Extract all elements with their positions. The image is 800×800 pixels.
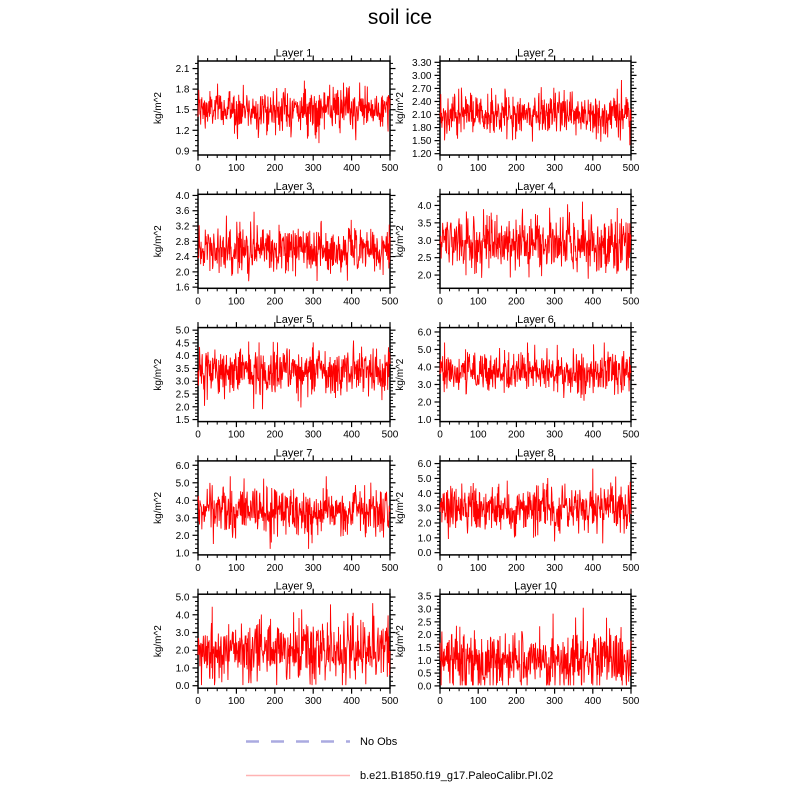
x-tick-label: 400 bbox=[343, 429, 360, 441]
y-tick-label: 1.6 bbox=[175, 282, 190, 294]
y-tick-label: 3.0 bbox=[417, 604, 432, 616]
x-tick-label: 500 bbox=[381, 163, 399, 174]
x-tick-label: 300 bbox=[304, 696, 322, 708]
y-tick-label: 4.0 bbox=[175, 190, 190, 202]
panel-title: Layer 8 bbox=[517, 447, 554, 460]
y-tick-label: 3.6 bbox=[175, 206, 190, 218]
y-tick-label: 2.10 bbox=[412, 110, 432, 122]
chart-panel-layer-4 bbox=[395, 181, 640, 307]
y-axis-label: kg/m^2 bbox=[153, 92, 164, 124]
x-tick-label: 0 bbox=[437, 429, 443, 441]
y-tick-label: 1.8 bbox=[175, 84, 190, 96]
y-tick-label: 3.0 bbox=[175, 376, 190, 388]
data-series-line bbox=[198, 341, 390, 410]
y-axis-label: kg/m^2 bbox=[395, 625, 406, 658]
x-tick-label: 100 bbox=[228, 296, 245, 308]
chart-panel-layer-8 bbox=[395, 447, 640, 574]
x-tick-label: 100 bbox=[469, 163, 487, 174]
y-tick-label: 2.70 bbox=[412, 83, 432, 95]
data-series-line bbox=[198, 212, 390, 281]
x-tick-label: 300 bbox=[546, 696, 563, 708]
x-tick-label: 400 bbox=[584, 296, 602, 308]
y-tick-label: 0.0 bbox=[175, 681, 190, 693]
chart-panel-layer-2 bbox=[395, 48, 640, 175]
x-tick-label: 100 bbox=[469, 562, 487, 574]
y-tick-label: 0.0 bbox=[417, 548, 432, 560]
y-tick-label: 4.0 bbox=[417, 200, 432, 212]
x-tick-label: 400 bbox=[343, 696, 360, 708]
data-series-line bbox=[198, 81, 390, 144]
panel-title: Layer 7 bbox=[275, 447, 313, 460]
x-tick-label: 200 bbox=[266, 163, 284, 174]
y-tick-label: 3.0 bbox=[175, 513, 190, 525]
x-tick-label: 300 bbox=[304, 296, 322, 308]
no-obs-dashed-line-icon bbox=[245, 735, 351, 748]
y-tick-label: 6.0 bbox=[417, 459, 432, 471]
chart-panel-layer-3 bbox=[153, 181, 399, 307]
y-tick-label: 5.0 bbox=[417, 344, 432, 356]
y-tick-label: 2.5 bbox=[175, 389, 190, 401]
y-tick-label: 2.5 bbox=[417, 617, 432, 629]
x-tick-label: 100 bbox=[228, 163, 245, 174]
legend-label-model-run: b.e21.B1850.f19_g17.PaleoCalibr.PI.02 bbox=[360, 769, 554, 782]
panel-title: Layer 1 bbox=[275, 47, 313, 60]
x-tick-label: 100 bbox=[469, 696, 487, 708]
y-tick-label: 3.5 bbox=[175, 363, 190, 375]
y-tick-label: 1.80 bbox=[412, 123, 432, 135]
y-tick-label: 5.0 bbox=[175, 592, 190, 604]
x-tick-label: 400 bbox=[584, 429, 602, 441]
x-tick-label: 0 bbox=[195, 562, 201, 574]
y-axis-label: kg/m^2 bbox=[153, 625, 164, 658]
y-axis-label: kg/m^2 bbox=[395, 92, 406, 124]
y-tick-label: 2.0 bbox=[175, 402, 190, 414]
panel-title: Layer 5 bbox=[275, 314, 313, 327]
y-tick-label: 2.0 bbox=[175, 530, 190, 542]
x-tick-label: 100 bbox=[228, 562, 245, 574]
x-tick-label: 100 bbox=[228, 429, 245, 441]
chart-panel-layer-6 bbox=[395, 314, 640, 441]
chart-panel-layer-9 bbox=[153, 581, 399, 708]
y-tick-label: 3.2 bbox=[175, 221, 190, 233]
x-tick-label: 300 bbox=[304, 163, 322, 174]
y-tick-label: 1.0 bbox=[175, 663, 190, 675]
model-run-solid-line-icon bbox=[245, 769, 351, 782]
data-series-line bbox=[440, 342, 631, 400]
y-tick-label: 1.5 bbox=[175, 105, 190, 117]
y-tick-label: 5.0 bbox=[417, 473, 432, 485]
x-tick-label: 300 bbox=[546, 296, 563, 308]
y-tick-label: 0.9 bbox=[175, 146, 190, 158]
x-tick-label: 0 bbox=[437, 562, 443, 574]
panel-title: Layer 9 bbox=[275, 580, 313, 593]
y-tick-label: 1.0 bbox=[417, 414, 432, 426]
data-series-line bbox=[440, 608, 631, 686]
y-tick-label: 5.0 bbox=[175, 478, 190, 490]
y-axis-label: kg/m^2 bbox=[395, 225, 406, 258]
x-tick-label: 0 bbox=[195, 296, 201, 308]
x-tick-label: 200 bbox=[508, 163, 525, 174]
y-tick-label: 6.0 bbox=[175, 460, 190, 472]
x-tick-label: 500 bbox=[381, 296, 399, 308]
y-axis-label: kg/m^2 bbox=[395, 491, 406, 524]
data-series-line bbox=[440, 202, 631, 279]
panel-title: Layer 2 bbox=[517, 47, 554, 60]
x-tick-label: 0 bbox=[437, 296, 443, 308]
legend-item-model-run bbox=[245, 769, 553, 782]
x-tick-label: 200 bbox=[508, 562, 525, 574]
y-tick-label: 0.0 bbox=[417, 681, 432, 693]
x-tick-label: 300 bbox=[304, 429, 322, 441]
x-tick-label: 500 bbox=[622, 296, 640, 308]
x-tick-label: 300 bbox=[546, 562, 563, 574]
panel-title: Layer 6 bbox=[517, 314, 554, 327]
x-tick-label: 200 bbox=[266, 562, 284, 574]
x-tick-label: 0 bbox=[195, 429, 201, 441]
x-tick-label: 400 bbox=[584, 696, 602, 708]
y-tick-label: 5.0 bbox=[175, 325, 190, 337]
y-axis-label: kg/m^2 bbox=[395, 358, 406, 391]
x-tick-label: 500 bbox=[622, 163, 640, 174]
y-tick-label: 4.0 bbox=[417, 362, 432, 374]
y-tick-label: 2.0 bbox=[417, 397, 432, 409]
chart-panel-layer-10 bbox=[395, 581, 640, 708]
x-tick-label: 300 bbox=[546, 429, 563, 441]
y-tick-label: 1.20 bbox=[412, 149, 432, 161]
x-tick-label: 100 bbox=[469, 429, 487, 441]
y-tick-label: 2.0 bbox=[417, 270, 432, 282]
x-tick-label: 200 bbox=[266, 429, 284, 441]
panel-title: Layer 3 bbox=[275, 180, 313, 193]
y-tick-label: 0.5 bbox=[417, 668, 432, 680]
figure-title: soil ice bbox=[367, 6, 433, 29]
y-tick-label: 1.0 bbox=[417, 533, 432, 545]
x-tick-label: 400 bbox=[343, 562, 360, 574]
y-tick-label: 1.5 bbox=[417, 642, 432, 654]
panel-title: Layer 4 bbox=[517, 180, 554, 193]
x-tick-label: 500 bbox=[622, 429, 640, 441]
y-axis-label: kg/m^2 bbox=[153, 358, 164, 391]
x-tick-label: 300 bbox=[304, 562, 322, 574]
x-tick-label: 0 bbox=[437, 696, 443, 708]
y-tick-label: 3.0 bbox=[417, 503, 432, 515]
y-tick-label: 4.0 bbox=[175, 351, 190, 363]
y-tick-label: 2.1 bbox=[175, 64, 190, 76]
x-tick-label: 200 bbox=[266, 696, 284, 708]
chart-panel-layer-7 bbox=[153, 447, 399, 574]
y-tick-label: 2.0 bbox=[417, 630, 432, 642]
x-tick-label: 500 bbox=[381, 429, 399, 441]
chart-panel-layer-5 bbox=[153, 314, 399, 441]
plot-frame bbox=[440, 328, 631, 422]
x-tick-label: 200 bbox=[266, 296, 284, 308]
y-tick-label: 2.0 bbox=[175, 267, 190, 279]
x-tick-label: 400 bbox=[343, 163, 360, 174]
data-series-line bbox=[440, 80, 631, 145]
data-series-line bbox=[198, 603, 390, 685]
y-tick-label: 1.0 bbox=[417, 655, 432, 667]
y-tick-label: 4.5 bbox=[175, 338, 190, 350]
y-tick-label: 3.00 bbox=[412, 70, 432, 82]
y-tick-label: 1.5 bbox=[175, 415, 190, 427]
x-tick-label: 500 bbox=[381, 696, 399, 708]
x-tick-label: 400 bbox=[584, 163, 602, 174]
y-tick-label: 6.0 bbox=[417, 327, 432, 339]
y-tick-label: 2.0 bbox=[175, 645, 190, 657]
y-tick-label: 2.40 bbox=[412, 96, 432, 108]
legend-item-no-obs bbox=[245, 735, 397, 748]
x-tick-label: 0 bbox=[195, 163, 201, 174]
y-tick-label: 3.0 bbox=[417, 379, 432, 391]
data-series-line bbox=[440, 469, 631, 544]
y-tick-label: 2.0 bbox=[417, 518, 432, 530]
y-tick-label: 4.0 bbox=[417, 488, 432, 500]
y-tick-label: 2.4 bbox=[175, 252, 190, 264]
x-tick-label: 100 bbox=[228, 696, 245, 708]
x-tick-label: 200 bbox=[508, 696, 525, 708]
y-tick-label: 1.50 bbox=[412, 136, 432, 148]
y-tick-label: 1.2 bbox=[175, 125, 190, 137]
data-series-line bbox=[198, 476, 390, 549]
y-axis-label: kg/m^2 bbox=[153, 225, 164, 258]
y-tick-label: 1.0 bbox=[175, 548, 190, 560]
legend-label-no-obs: No Obs bbox=[360, 735, 398, 748]
y-axis-label: kg/m^2 bbox=[153, 491, 164, 524]
x-tick-label: 400 bbox=[343, 296, 360, 308]
y-tick-label: 3.0 bbox=[417, 235, 432, 247]
x-tick-label: 500 bbox=[622, 696, 640, 708]
y-tick-label: 3.5 bbox=[417, 591, 432, 603]
panel-title: Layer 10 bbox=[514, 580, 557, 593]
x-tick-label: 0 bbox=[195, 696, 201, 708]
x-tick-label: 0 bbox=[437, 163, 443, 174]
y-tick-label: 3.5 bbox=[417, 218, 432, 230]
x-tick-label: 200 bbox=[508, 429, 525, 441]
y-tick-label: 3.30 bbox=[412, 57, 432, 69]
x-tick-label: 100 bbox=[469, 296, 487, 308]
x-tick-label: 200 bbox=[508, 296, 525, 308]
y-tick-label: 4.0 bbox=[175, 610, 190, 622]
chart-panel-layer-1 bbox=[153, 48, 399, 175]
y-tick-label: 2.5 bbox=[417, 253, 432, 265]
x-tick-label: 400 bbox=[584, 562, 602, 574]
y-tick-label: 2.8 bbox=[175, 236, 190, 248]
x-tick-label: 500 bbox=[381, 562, 399, 574]
y-tick-label: 4.0 bbox=[175, 495, 190, 507]
y-tick-label: 3.0 bbox=[175, 628, 190, 640]
x-tick-label: 500 bbox=[622, 562, 640, 574]
x-tick-label: 300 bbox=[546, 163, 563, 174]
